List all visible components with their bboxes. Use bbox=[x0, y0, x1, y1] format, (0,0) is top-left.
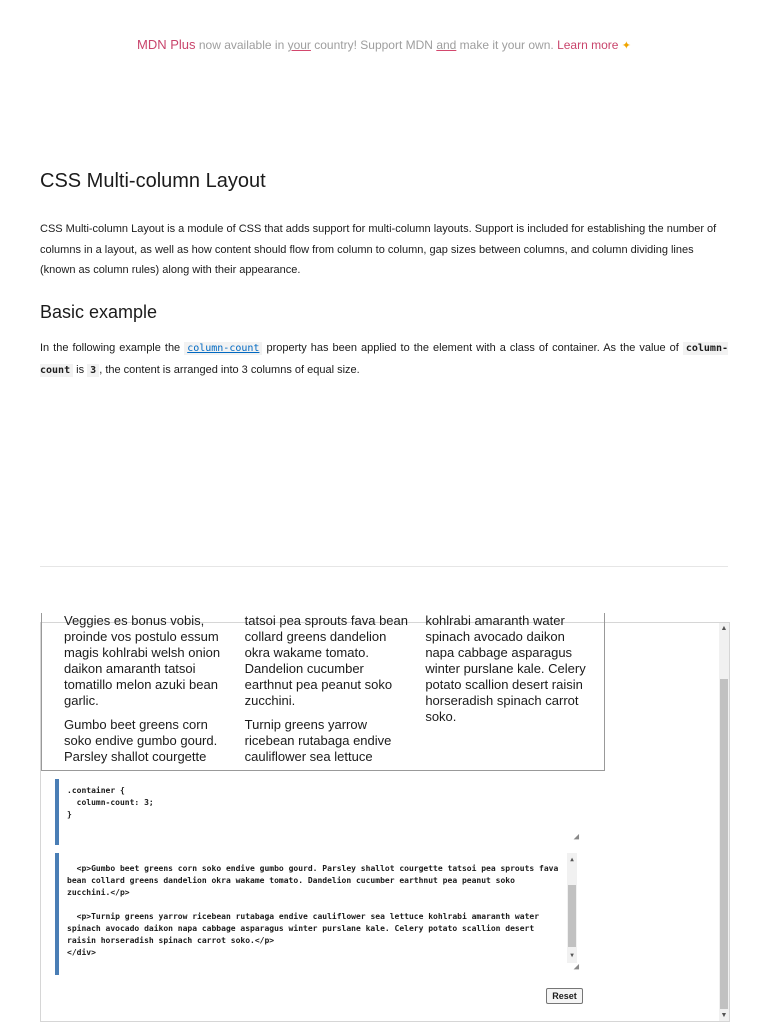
example-text: In the following example the bbox=[40, 342, 185, 354]
html-code[interactable]: <p>Gumbo beet greens corn soko endive gumbo gourd. Parsley shallot courgette tatsoi pea sprouts fava bean collard greens dandelion okra wakame tomato. Dandelion cucumber earthnut pea peanut soko zucchini.</p> <p>Turnip greens yarrow ricebean rutabaga endive cauliflower sea lettuce kohlrabi amaranth water spinach avocado daikon napa cabbage asparagus winter purslane kale. Celery potato scallion desert raisin horseradish spinach carrot soko.</p> </div> bbox=[67, 864, 559, 957]
learn-more-link[interactable]: Learn more bbox=[557, 38, 619, 52]
resize-grip-icon[interactable]: ◢ bbox=[573, 962, 579, 972]
html-editor-scrollbar[interactable] bbox=[567, 853, 577, 963]
example-text: property has been applied to the element with a class of container. As the value of bbox=[262, 342, 683, 354]
example-text: is bbox=[73, 363, 88, 376]
scrollbar-thumb[interactable] bbox=[568, 885, 576, 947]
column-count-link[interactable]: column-count bbox=[184, 342, 262, 355]
sparkle-icon: ✦ bbox=[621, 40, 631, 52]
inline-code-value: 3 bbox=[87, 364, 99, 377]
scroll-up-icon[interactable]: ▲ bbox=[570, 856, 574, 863]
divider bbox=[40, 566, 728, 567]
banner-text: make it your own. bbox=[456, 38, 558, 52]
banner-text-and: and bbox=[436, 38, 457, 52]
reset-button[interactable]: Reset bbox=[546, 988, 583, 1004]
page-title: CSS Multi-column Layout bbox=[40, 170, 266, 192]
scrollbar-thumb[interactable] bbox=[720, 679, 728, 1009]
scroll-up-icon[interactable]: ▲ bbox=[720, 625, 728, 632]
css-code[interactable]: .container { column-count: 3; } bbox=[67, 786, 154, 819]
css-code-editor[interactable] bbox=[55, 779, 583, 845]
resize-grip-icon[interactable]: ◢ bbox=[573, 832, 579, 842]
section-heading-basic-example: Basic example bbox=[40, 302, 158, 322]
banner-text-your: your bbox=[287, 38, 311, 52]
banner-text: now available in bbox=[195, 38, 288, 52]
example-description bbox=[40, 338, 728, 381]
mdn-plus-link[interactable]: MDN Plus bbox=[137, 37, 196, 52]
demo-paragraph: Gumbo beet greens corn soko endive gumbo gourd. Parsley shallot courgette tatsoi pea sprouts fava bean collard greens dandelion okra wakame tomato. Dandelion cucumber earthnut pea peanut soko zucchini. bbox=[64, 613, 408, 764]
live-example-frame bbox=[40, 613, 730, 1022]
demo-paragraph: Turnip greens yarrow ricebean rutabaga endive cauliflower sea lettuce kohlrabi amaranth water spinach avocado daikon napa cabbage asparagus winter purslane kale. Celery potato scallion desert raisin horseradish spinach carrot soko. bbox=[244, 613, 586, 764]
inline-code-column-count: column-count bbox=[40, 343, 728, 376]
frame-scrollbar[interactable] bbox=[719, 623, 729, 1021]
mdn-plus-banner bbox=[0, 37, 768, 52]
demo-paragraph: Veggies es bonus vobis, proinde vos postulo essum magis kohlrabi welsh onion daikon amaranth tatsoi tomatillo melon azuki bean garlic. bbox=[64, 613, 221, 708]
intro-paragraph: CSS Multi-column Layout is a module of CSS that adds support for multi-column layouts. Support is included for establishing the number of columns in a layout, as well as how content should flow from column to column, gap sizes between columns, and column dividing lines (known as column rules) along with their appearance. bbox=[40, 223, 717, 276]
html-code-editor[interactable] bbox=[55, 853, 583, 975]
example-text: , the content is arranged into 3 columns of equal size. bbox=[99, 363, 360, 376]
banner-text: country! Support MDN bbox=[310, 38, 437, 52]
scroll-down-icon[interactable]: ▼ bbox=[720, 1012, 728, 1019]
scroll-down-icon[interactable]: ▼ bbox=[570, 952, 574, 959]
multi-column-container bbox=[41, 613, 605, 771]
